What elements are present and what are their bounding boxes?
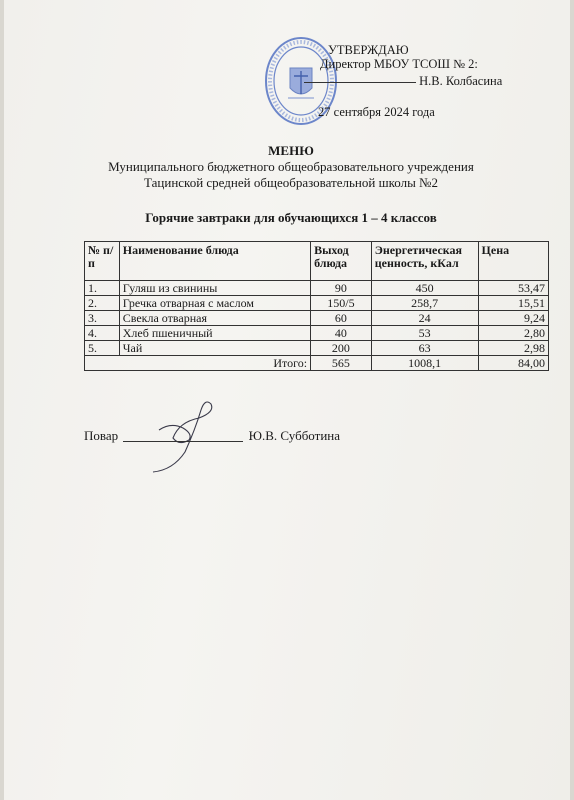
menu-title: МЕНЮ (268, 143, 314, 158)
dish-yield: 200 (311, 341, 372, 356)
dish-energy: 258,7 (371, 296, 478, 311)
menu-table (84, 241, 549, 371)
table-total-row (85, 356, 549, 371)
dish-yield: 150/5 (311, 296, 372, 311)
dish-price: 53,47 (478, 281, 548, 296)
table-row (85, 341, 549, 356)
approve-label: УТВЕРЖДАЮ (328, 43, 409, 57)
director-name: Н.В. Колбасина (419, 74, 503, 88)
dish-name: Хлеб пшеничный (119, 326, 310, 341)
column-header-number: № п/п (85, 242, 120, 281)
row-number: 4. (85, 326, 120, 341)
dish-price: 15,51 (478, 296, 548, 311)
dish-name: Гречка отварная с маслом (119, 296, 310, 311)
row-number: 3. (85, 311, 120, 326)
dish-yield: 40 (311, 326, 372, 341)
column-header-energy: Энергетическая ценность, кКал (371, 242, 478, 281)
total-label: Итого: (85, 356, 311, 371)
total-price: 84,00 (478, 356, 548, 371)
director-position: Директор МБОУ ТСОШ № 2: (320, 57, 478, 71)
cook-signature-line (123, 441, 243, 442)
table-header-row (85, 242, 549, 281)
organization-line-1: Муниципального бюджетного общеобразовательного учреждения (108, 159, 474, 174)
approval-date: 27 сентября 2024 года (318, 105, 435, 119)
table-row (85, 326, 549, 341)
table-row (85, 281, 549, 296)
dish-name: Чай (119, 341, 310, 356)
dish-energy: 450 (371, 281, 478, 296)
organization-line-2: Тацинской средней общеобразовательной школы №2 (144, 175, 438, 190)
cook-line (84, 428, 340, 444)
total-energy: 1008,1 (371, 356, 478, 371)
dish-energy: 63 (371, 341, 478, 356)
director-signature-line (304, 73, 502, 89)
column-header-price: Цена (478, 242, 548, 281)
cook-name: Ю.В. Субботина (248, 428, 341, 443)
menu-subtitle: Горячие завтраки для обучающихся 1 – 4 классов (145, 210, 437, 225)
row-number: 2. (85, 296, 120, 311)
dish-price: 2,98 (478, 341, 548, 356)
column-header-dish: Наименование блюда (119, 242, 310, 281)
dish-price: 9,24 (478, 311, 548, 326)
dish-energy: 53 (371, 326, 478, 341)
dish-yield: 90 (311, 281, 372, 296)
total-yield: 565 (311, 356, 372, 371)
row-number: 5. (85, 341, 120, 356)
dish-energy: 24 (371, 311, 478, 326)
row-number: 1. (85, 281, 120, 296)
document-page (4, 0, 570, 800)
dish-name: Гуляш из свинины (119, 281, 310, 296)
dish-name: Свекла отварная (119, 311, 310, 326)
table-row (85, 311, 549, 326)
signature-line (304, 82, 416, 83)
table-row (85, 296, 549, 311)
cook-label: Повар (84, 428, 119, 443)
dish-yield: 60 (311, 311, 372, 326)
column-header-yield: Выход блюда (311, 242, 372, 281)
dish-price: 2,80 (478, 326, 548, 341)
